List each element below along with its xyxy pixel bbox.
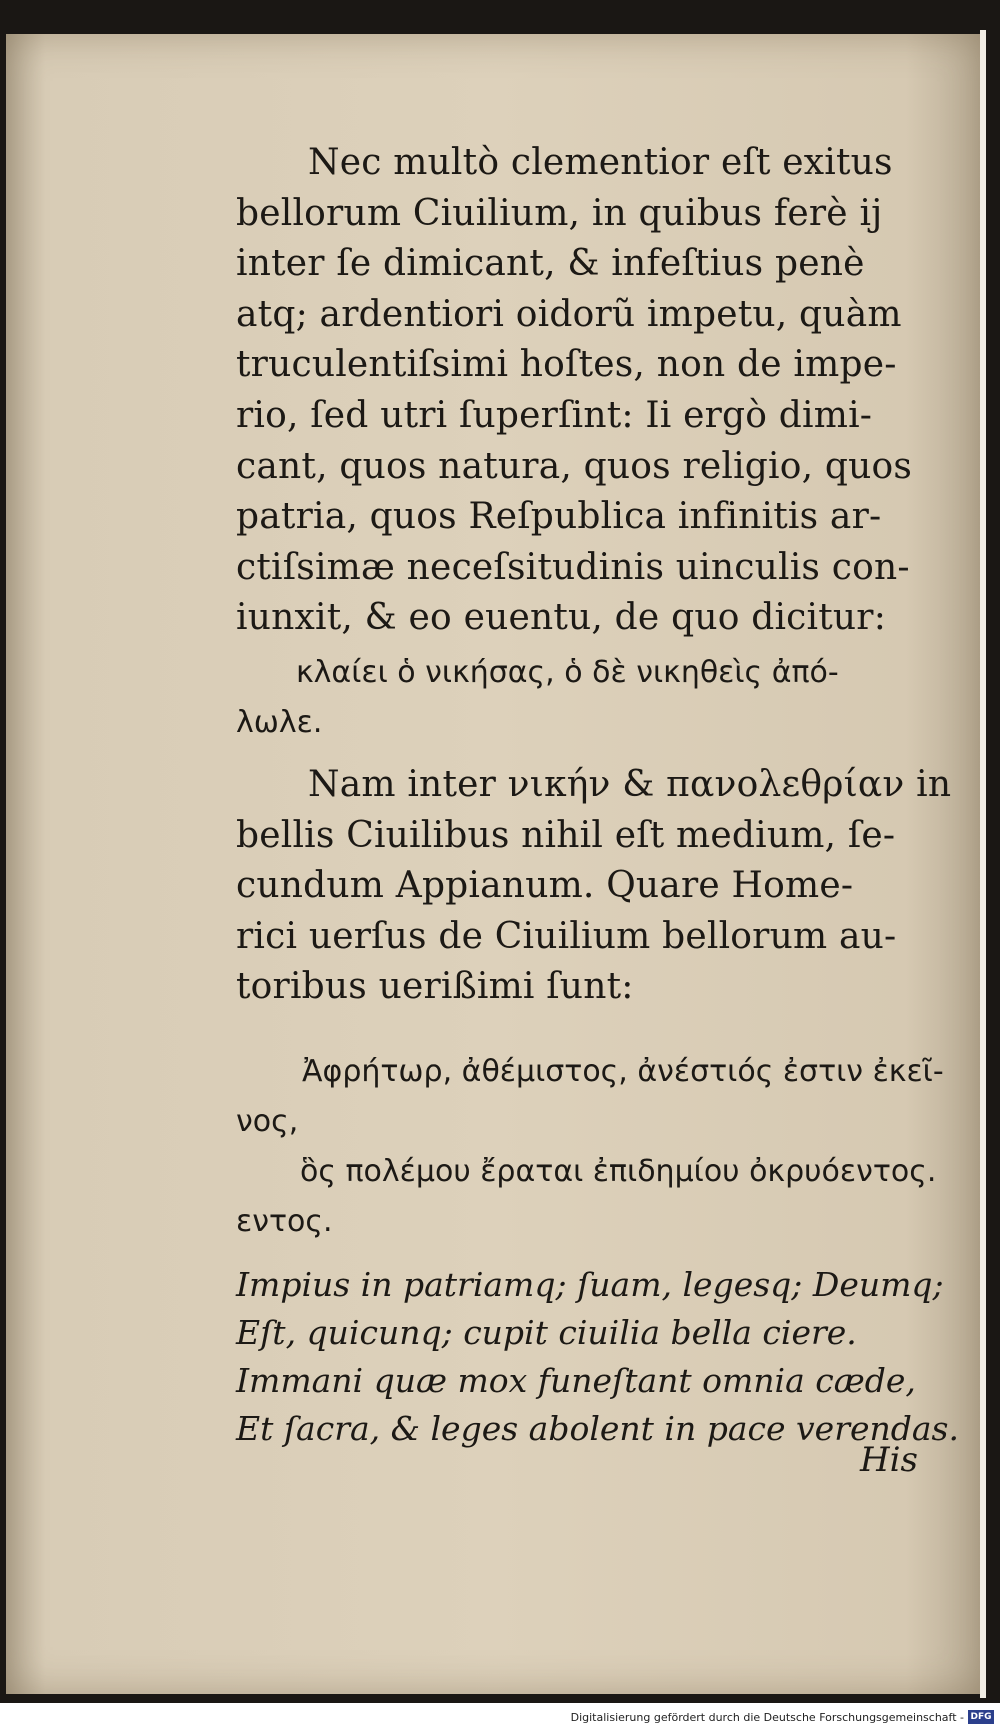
text-line: rio, ſed utri ſuperſint: Ii ergò dimi- (236, 394, 873, 436)
greek-line: εντος. (236, 1203, 333, 1239)
footer-credit: Digitalisierung gefördert durch die Deutsche Forschungsgemeinschaft - (570, 1711, 964, 1724)
paragraph-2 (236, 760, 952, 1013)
text-line: inter ſe dimicant, & infeſtius penè (236, 243, 865, 285)
dfg-logo: DFG (968, 1710, 994, 1724)
greek-line: νος, (236, 1103, 299, 1139)
verse-line: Impius in patriamq; ſuam, legesq; Deumq; (236, 1264, 944, 1304)
greek-line: Ἀφρήτωρ, ἀθέμιστος, ἀνέστιός ἐστιν ἐκεῖ- (302, 1053, 944, 1089)
text-line: cundum Appianum. Quare Home- (236, 865, 854, 907)
greek-line: ὃς πολέμου ἔραται ἐπιδημίου ὀκρυόεντος. (300, 1153, 937, 1189)
text-line: Nec multò clementior eſt exitus (308, 142, 893, 183)
text-line: atq; ardentiori oidorũ impetu, quàm (236, 293, 902, 335)
text-line: patria, quos Reſpublica infinitis ar- (236, 496, 882, 538)
verse-line: Eſt, quicunq; cupit ciuilia bella ciere. (236, 1312, 857, 1352)
latin-verse (236, 1261, 959, 1453)
text-line: cant, quos natura, quos religio, quos (236, 445, 913, 487)
text-line: ctiſsimæ neceſsitudinis uinculis con- (236, 546, 910, 588)
page-edge (980, 30, 986, 1698)
text-line: bellorum Ciuilium, in quibus ferè ij (236, 192, 883, 234)
page-text (236, 138, 959, 1453)
greek-line: κλαίει ὁ νικήσας, ὁ δὲ νικηθεὶς ἀπό- (296, 654, 839, 690)
text-line: rici uerſus de Ciuilium bellorum au- (236, 915, 897, 957)
verse-line: Immani quæ mox funeſtant omnia cæde, (236, 1360, 916, 1400)
greek-quote-1 (236, 648, 926, 748)
footer-bar (0, 1703, 1000, 1731)
text-line: truculentiſsimi hoſtes, non de impe- (236, 344, 897, 386)
text-line: bellis Ciuilibus nihil eſt medium, ſe- (236, 814, 896, 856)
greek-line: λωλε. (236, 704, 323, 740)
catchword: His (860, 1440, 918, 1480)
text-line: Nam inter νικήν & πανολεθρίαν in (308, 763, 952, 805)
paragraph-1 (236, 138, 926, 644)
text-line: iunxit, & eo euentu, de quo dicitur: (236, 597, 887, 639)
verse-line: Et ſacra, & leges abolent in pace verendas. (236, 1408, 959, 1448)
text-line: toribus uerißimi ſunt: (236, 966, 634, 1008)
greek-quote-2 (236, 1047, 944, 1247)
